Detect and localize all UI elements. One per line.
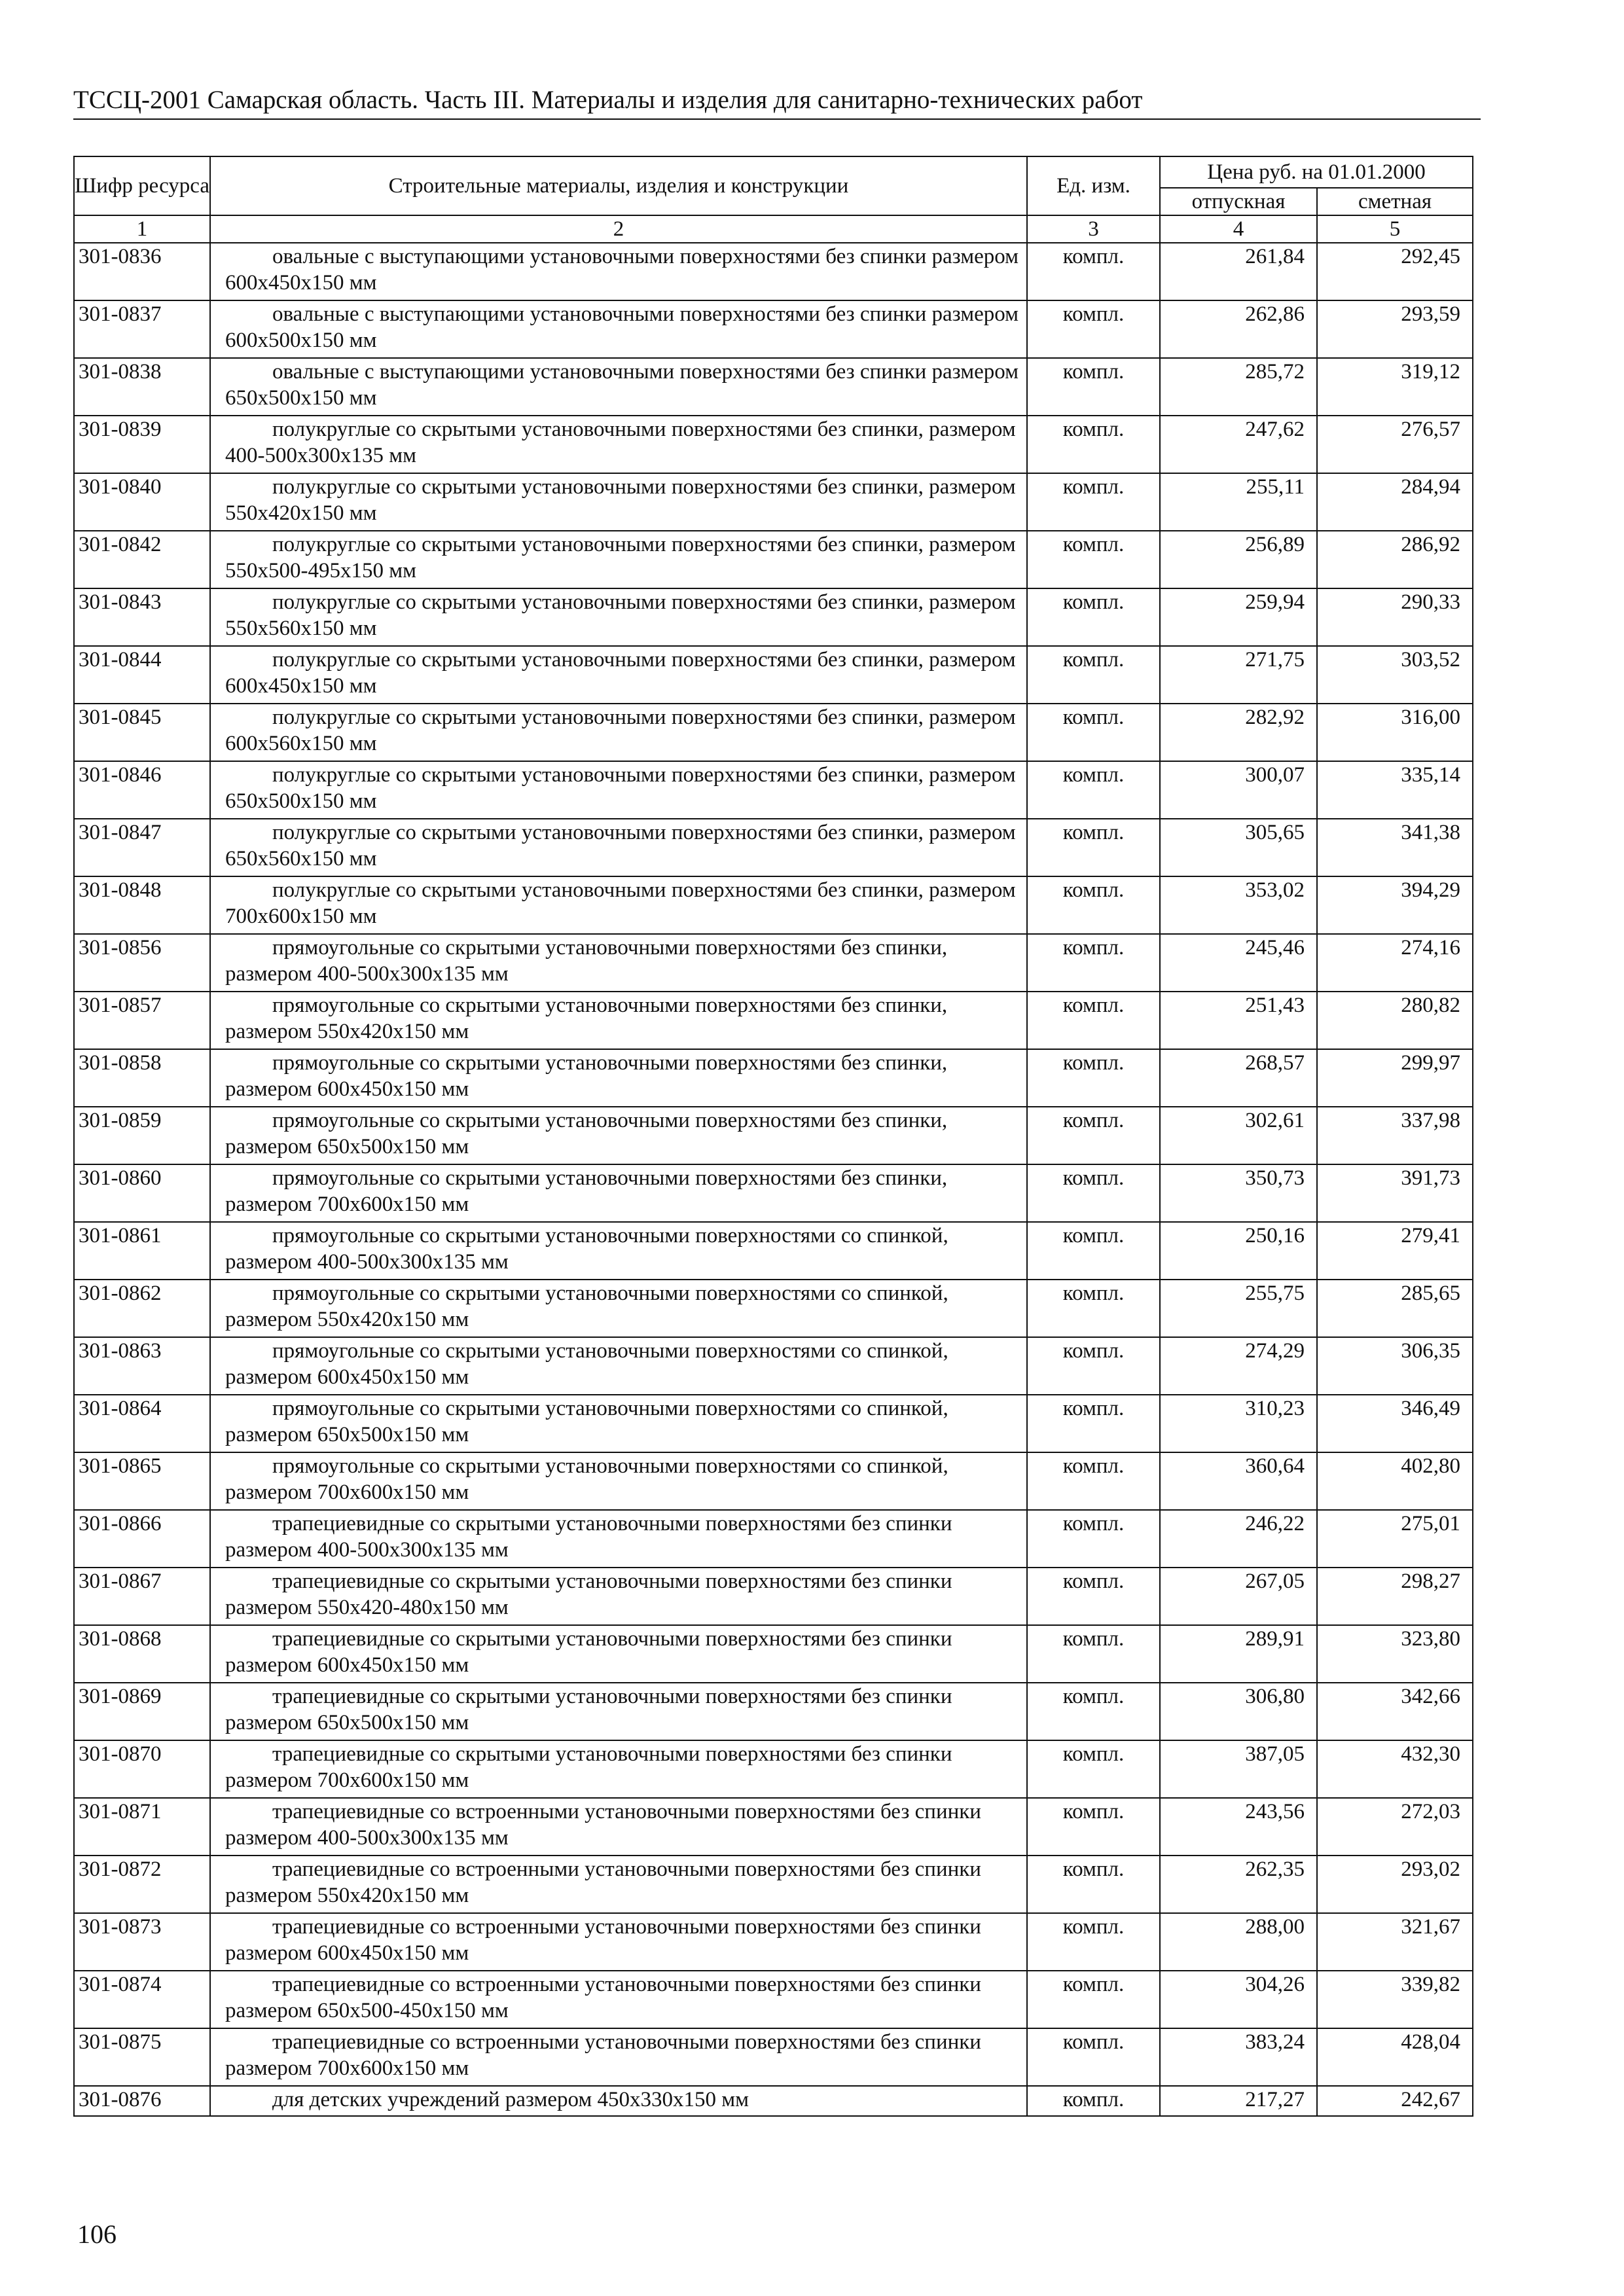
cell-release-price: 255,11 — [1160, 473, 1317, 531]
cell-code: 301-0844 — [74, 646, 210, 704]
cell-release-price: 274,29 — [1160, 1337, 1317, 1395]
cell-unit: компл. — [1027, 1510, 1160, 1568]
cell-name: полукруглые со скрытыми установочными поверхностями без спинки, размером 600x560x150 мм — [210, 704, 1027, 761]
table-row — [74, 819, 1473, 876]
cell-code: 301-0867 — [74, 1568, 210, 1625]
col-header-estimate-price: сметная — [1317, 188, 1473, 215]
table-row — [74, 588, 1473, 646]
cell-release-price: 282,92 — [1160, 704, 1317, 761]
cell-unit: компл. — [1027, 1683, 1160, 1740]
cell-unit: компл. — [1027, 1395, 1160, 1452]
table-row — [74, 1856, 1473, 1913]
cell-estimate-price: 290,33 — [1317, 588, 1473, 646]
cell-estimate-price: 335,14 — [1317, 761, 1473, 819]
cell-estimate-price: 275,01 — [1317, 1510, 1473, 1568]
cell-name: трапециевидные со скрытыми установочными поверхностями без спинки размером 600x450x150 мм — [210, 1625, 1027, 1683]
cell-release-price: 259,94 — [1160, 588, 1317, 646]
cell-code: 301-0863 — [74, 1337, 210, 1395]
cell-code: 301-0871 — [74, 1798, 210, 1856]
cell-code: 301-0870 — [74, 1740, 210, 1798]
cell-release-price: 289,91 — [1160, 1625, 1317, 1683]
cell-name: трапециевидные со скрытыми установочными поверхностями без спинки размером 550x420-480x150 мм — [210, 1568, 1027, 1625]
col-header-release-price: отпускная — [1160, 188, 1317, 215]
cell-unit: компл. — [1027, 588, 1160, 646]
cell-estimate-price: 339,82 — [1317, 1971, 1473, 2028]
table-row — [74, 1740, 1473, 1798]
cell-code: 301-0860 — [74, 1164, 210, 1222]
cell-unit: компл. — [1027, 704, 1160, 761]
table-row — [74, 1452, 1473, 1510]
table-row — [74, 243, 1473, 300]
cell-code: 301-0857 — [74, 992, 210, 1049]
table-row — [74, 761, 1473, 819]
cell-name: трапециевидные со скрытыми установочными поверхностями без спинки размером 700x600x150 мм — [210, 1740, 1027, 1798]
cell-estimate-price: 394,29 — [1317, 876, 1473, 934]
cell-estimate-price: 292,45 — [1317, 243, 1473, 300]
col-number: 1 — [74, 215, 210, 243]
cell-release-price: 267,05 — [1160, 1568, 1317, 1625]
cell-estimate-price: 428,04 — [1317, 2028, 1473, 2086]
cell-release-price: 305,65 — [1160, 819, 1317, 876]
cell-estimate-price: 337,98 — [1317, 1107, 1473, 1164]
table-row — [74, 646, 1473, 704]
cell-unit: компл. — [1027, 819, 1160, 876]
cell-release-price: 251,43 — [1160, 992, 1317, 1049]
table-row — [74, 416, 1473, 473]
cell-code: 301-0845 — [74, 704, 210, 761]
cell-unit: компл. — [1027, 761, 1160, 819]
cell-name: полукруглые со скрытыми установочными поверхностями без спинки, размером 650x560x150 мм — [210, 819, 1027, 876]
cell-estimate-price: 284,94 — [1317, 473, 1473, 531]
table-row — [74, 934, 1473, 992]
table-row — [74, 1164, 1473, 1222]
cell-unit: компл. — [1027, 473, 1160, 531]
cell-unit: компл. — [1027, 1107, 1160, 1164]
col-number: 4 — [1160, 215, 1317, 243]
table-row — [74, 992, 1473, 1049]
cell-unit: компл. — [1027, 1971, 1160, 2028]
cell-release-price: 285,72 — [1160, 358, 1317, 416]
cell-estimate-price: 303,52 — [1317, 646, 1473, 704]
cell-estimate-price: 432,30 — [1317, 1740, 1473, 1798]
cell-estimate-price: 293,02 — [1317, 1856, 1473, 1913]
cell-release-price: 306,80 — [1160, 1683, 1317, 1740]
cell-name: полукруглые со скрытыми установочными поверхностями без спинки, размером 600x450x150 мм — [210, 646, 1027, 704]
cell-estimate-price: 316,00 — [1317, 704, 1473, 761]
table-row — [74, 1568, 1473, 1625]
cell-release-price: 217,27 — [1160, 2086, 1317, 2116]
cell-unit: компл. — [1027, 300, 1160, 358]
cell-estimate-price: 342,66 — [1317, 1683, 1473, 1740]
cell-estimate-price: 306,35 — [1317, 1337, 1473, 1395]
cell-estimate-price: 242,67 — [1317, 2086, 1473, 2116]
cell-name: трапециевидные со встроенными установочными поверхностями без спинки размером 650x500-450x150 мм — [210, 1971, 1027, 2028]
cell-estimate-price: 299,97 — [1317, 1049, 1473, 1107]
table-row — [74, 2086, 1473, 2116]
cell-code: 301-0876 — [74, 2086, 210, 2116]
cell-release-price: 268,57 — [1160, 1049, 1317, 1107]
cell-code: 301-0866 — [74, 1510, 210, 1568]
table-row — [74, 1683, 1473, 1740]
cell-name: прямоугольные со скрытыми установочными поверхностями со спинкой, размером 600x450x150 мм — [210, 1337, 1027, 1395]
cell-name: трапециевидные со встроенными установочными поверхностями без спинки размером 600x450x150 мм — [210, 1913, 1027, 1971]
cell-unit: компл. — [1027, 1625, 1160, 1683]
cell-unit: компл. — [1027, 2028, 1160, 2086]
col-number: 5 — [1317, 215, 1473, 243]
cell-name: овальные с выступающими установочными поверхностями без спинки размером 600x450x150 мм — [210, 243, 1027, 300]
table-row — [74, 1971, 1473, 2028]
cell-estimate-price: 285,65 — [1317, 1280, 1473, 1337]
cell-release-price: 387,05 — [1160, 1740, 1317, 1798]
cell-name: прямоугольные со скрытыми установочными поверхностями без спинки, размером 700x600x150 мм — [210, 1164, 1027, 1222]
cell-name: полукруглые со скрытыми установочными поверхностями без спинки, размером 550x420x150 мм — [210, 473, 1027, 531]
table-row — [74, 1913, 1473, 1971]
cell-release-price: 300,07 — [1160, 761, 1317, 819]
cell-name: трапециевидные со встроенными установочными поверхностями без спинки размером 400-500x300x135 мм — [210, 1798, 1027, 1856]
cell-unit: компл. — [1027, 416, 1160, 473]
cell-unit: компл. — [1027, 1913, 1160, 1971]
table-body — [74, 243, 1473, 2116]
cell-code: 301-0872 — [74, 1856, 210, 1913]
cell-name: трапециевидные со встроенными установочными поверхностями без спинки размером 700x600x150 мм — [210, 2028, 1027, 2086]
cell-release-price: 262,35 — [1160, 1856, 1317, 1913]
table-row — [74, 1625, 1473, 1683]
cell-estimate-price: 323,80 — [1317, 1625, 1473, 1683]
cell-name: трапециевидные со встроенными установочными поверхностями без спинки размером 550x420x150 мм — [210, 1856, 1027, 1913]
table-row — [74, 704, 1473, 761]
cell-name: прямоугольные со скрытыми установочными поверхностями со спинкой, размером 650x500x150 мм — [210, 1395, 1027, 1452]
cell-release-price: 246,22 — [1160, 1510, 1317, 1568]
cell-code: 301-0861 — [74, 1222, 210, 1280]
cell-release-price: 262,86 — [1160, 300, 1317, 358]
cell-unit: компл. — [1027, 934, 1160, 992]
cell-code: 301-0856 — [74, 934, 210, 992]
cell-release-price: 245,46 — [1160, 934, 1317, 992]
cell-name: прямоугольные со скрытыми установочными поверхностями без спинки, размером 550x420x150 мм — [210, 992, 1027, 1049]
table-row — [74, 2028, 1473, 2086]
cell-code: 301-0836 — [74, 243, 210, 300]
cell-code: 301-0848 — [74, 876, 210, 934]
cell-estimate-price: 391,73 — [1317, 1164, 1473, 1222]
cell-unit: компл. — [1027, 358, 1160, 416]
table-row — [74, 473, 1473, 531]
cell-release-price: 247,62 — [1160, 416, 1317, 473]
cell-estimate-price: 286,92 — [1317, 531, 1473, 588]
col-number: 2 — [210, 215, 1027, 243]
cell-unit: компл. — [1027, 531, 1160, 588]
cell-code: 301-0839 — [74, 416, 210, 473]
cell-unit: компл. — [1027, 1049, 1160, 1107]
table-row — [74, 531, 1473, 588]
cell-unit: компл. — [1027, 992, 1160, 1049]
cell-code: 301-0864 — [74, 1395, 210, 1452]
cell-name: трапециевидные со скрытыми установочными поверхностями без спинки размером 650x500x150 мм — [210, 1683, 1027, 1740]
table-row — [74, 358, 1473, 416]
cell-unit: компл. — [1027, 1452, 1160, 1510]
cell-estimate-price: 280,82 — [1317, 992, 1473, 1049]
cell-estimate-price: 346,49 — [1317, 1395, 1473, 1452]
cell-name: полукруглые со скрытыми установочными поверхностями без спинки, размером 650x500x150 мм — [210, 761, 1027, 819]
cell-unit: компл. — [1027, 243, 1160, 300]
cell-unit: компл. — [1027, 1222, 1160, 1280]
cell-estimate-price: 293,59 — [1317, 300, 1473, 358]
cell-unit: компл. — [1027, 1164, 1160, 1222]
cell-name: полукруглые со скрытыми установочными поверхностями без спинки, размером 700x600x150 мм — [210, 876, 1027, 934]
cell-code: 301-0875 — [74, 2028, 210, 2086]
cell-code: 301-0842 — [74, 531, 210, 588]
cell-estimate-price: 319,12 — [1317, 358, 1473, 416]
cell-unit: компл. — [1027, 2086, 1160, 2116]
header-rule — [73, 118, 1481, 120]
cell-estimate-price: 274,16 — [1317, 934, 1473, 992]
cell-unit: компл. — [1027, 1280, 1160, 1337]
cell-release-price: 288,00 — [1160, 1913, 1317, 1971]
cell-estimate-price: 272,03 — [1317, 1798, 1473, 1856]
cell-name: полукруглые со скрытыми установочными поверхностями без спинки, размером 400-500x300x135 мм — [210, 416, 1027, 473]
cell-name: полукруглые со скрытыми установочными поверхностями без спинки, размером 550x500-495x150 мм — [210, 531, 1027, 588]
table-row — [74, 300, 1473, 358]
col-header-price-group: Цена руб. на 01.01.2000 — [1160, 156, 1473, 188]
cell-code: 301-0869 — [74, 1683, 210, 1740]
col-header-name: Строительные материалы, изделия и конструкции — [210, 156, 1027, 215]
cell-release-price: 383,24 — [1160, 2028, 1317, 2086]
table-row — [74, 1107, 1473, 1164]
cell-release-price: 255,75 — [1160, 1280, 1317, 1337]
cell-estimate-price: 279,41 — [1317, 1222, 1473, 1280]
cell-code: 301-0840 — [74, 473, 210, 531]
cell-release-price: 304,26 — [1160, 1971, 1317, 2028]
cell-name: прямоугольные со скрытыми установочными поверхностями без спинки, размером 600x450x150 мм — [210, 1049, 1027, 1107]
cell-estimate-price: 276,57 — [1317, 416, 1473, 473]
cell-code: 301-0843 — [74, 588, 210, 646]
cell-name: полукруглые со скрытыми установочными поверхностями без спинки, размером 550x560x150 мм — [210, 588, 1027, 646]
col-header-unit: Ед. изм. — [1027, 156, 1160, 215]
cell-name: прямоугольные со скрытыми установочными поверхностями со спинкой, размером 700x600x150 мм — [210, 1452, 1027, 1510]
cell-name: прямоугольные со скрытыми установочными поверхностями со спинкой, размером 400-500x300x135 мм — [210, 1222, 1027, 1280]
cell-name: прямоугольные со скрытыми установочными поверхностями со спинкой, размером 550x420x150 мм — [210, 1280, 1027, 1337]
table-row — [74, 1798, 1473, 1856]
cell-release-price: 250,16 — [1160, 1222, 1317, 1280]
cell-code: 301-0865 — [74, 1452, 210, 1510]
cell-release-price: 256,89 — [1160, 531, 1317, 588]
cell-unit: компл. — [1027, 876, 1160, 934]
table-row — [74, 1510, 1473, 1568]
cell-release-price: 261,84 — [1160, 243, 1317, 300]
cell-estimate-price: 402,80 — [1317, 1452, 1473, 1510]
cell-release-price: 350,73 — [1160, 1164, 1317, 1222]
cell-code: 301-0847 — [74, 819, 210, 876]
price-table — [73, 156, 1473, 2117]
cell-name: прямоугольные со скрытыми установочными поверхностями без спинки, размером 400-500x300x135 мм — [210, 934, 1027, 992]
table-row — [74, 1049, 1473, 1107]
cell-unit: компл. — [1027, 1798, 1160, 1856]
cell-release-price: 302,61 — [1160, 1107, 1317, 1164]
col-header-code: Шифр ресурса — [74, 156, 210, 215]
cell-code: 301-0874 — [74, 1971, 210, 2028]
cell-unit: компл. — [1027, 1568, 1160, 1625]
table-row — [74, 1222, 1473, 1280]
cell-code: 301-0859 — [74, 1107, 210, 1164]
cell-release-price: 360,64 — [1160, 1452, 1317, 1510]
table-row — [74, 1395, 1473, 1452]
cell-release-price: 243,56 — [1160, 1798, 1317, 1856]
cell-estimate-price: 298,27 — [1317, 1568, 1473, 1625]
cell-release-price: 310,23 — [1160, 1395, 1317, 1452]
cell-code: 301-0873 — [74, 1913, 210, 1971]
cell-code: 301-0862 — [74, 1280, 210, 1337]
cell-release-price: 271,75 — [1160, 646, 1317, 704]
cell-code: 301-0868 — [74, 1625, 210, 1683]
cell-release-price: 353,02 — [1160, 876, 1317, 934]
cell-name: прямоугольные со скрытыми установочными поверхностями без спинки, размером 650x500x150 мм — [210, 1107, 1027, 1164]
cell-name: для детских учреждений размером 450x330x150 мм — [210, 2086, 1027, 2116]
cell-unit: компл. — [1027, 1337, 1160, 1395]
cell-name: овальные с выступающими установочными поверхностями без спинки размером 600x500x150 мм — [210, 300, 1027, 358]
cell-name: трапециевидные со скрытыми установочными поверхностями без спинки размером 400-500x300x135 мм — [210, 1510, 1027, 1568]
table-row — [74, 1337, 1473, 1395]
cell-unit: компл. — [1027, 1856, 1160, 1913]
cell-code: 301-0837 — [74, 300, 210, 358]
cell-code: 301-0858 — [74, 1049, 210, 1107]
cell-name: овальные с выступающими установочными поверхностями без спинки размером 650x500x150 мм — [210, 358, 1027, 416]
cell-estimate-price: 321,67 — [1317, 1913, 1473, 1971]
cell-code: 301-0838 — [74, 358, 210, 416]
cell-estimate-price: 341,38 — [1317, 819, 1473, 876]
cell-unit: компл. — [1027, 1740, 1160, 1798]
page-header-title: ТССЦ-2001 Самарская область. Часть III. Материалы и изделия для санитарно-технических работ — [73, 86, 1143, 114]
cell-unit: компл. — [1027, 646, 1160, 704]
table-row — [74, 1280, 1473, 1337]
col-number: 3 — [1027, 215, 1160, 243]
table-row — [74, 876, 1473, 934]
page-number: 106 — [77, 2219, 117, 2249]
cell-code: 301-0846 — [74, 761, 210, 819]
